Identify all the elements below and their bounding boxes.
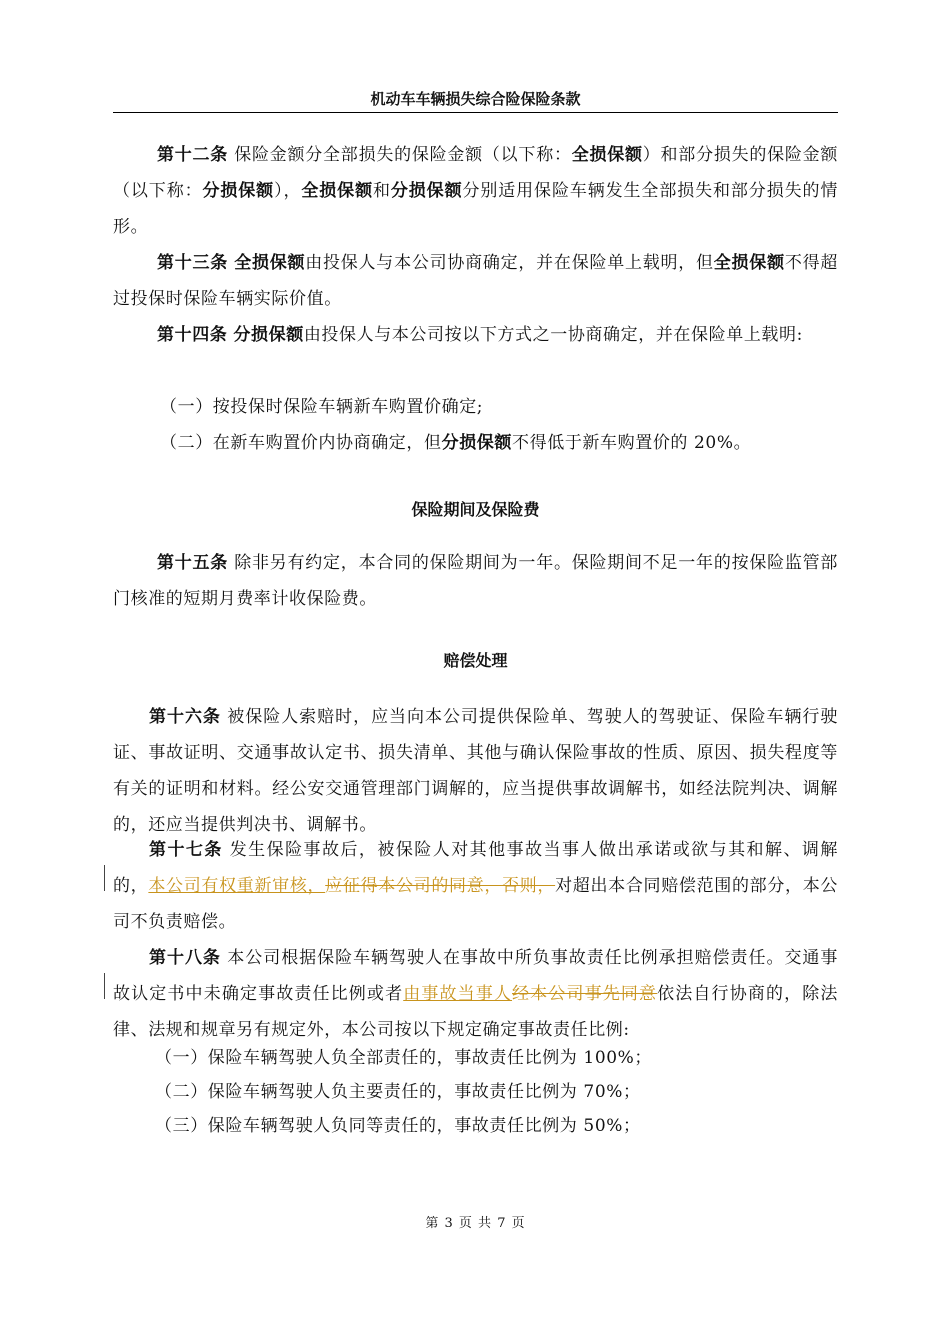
article-15-label: 第十五条 <box>157 553 229 573</box>
article-16-label: 第十六条 <box>149 707 221 727</box>
article-14-item-1: （一）按投保时保险车辆新车购置价确定; <box>160 397 484 417</box>
article-18-item-3: （三）保险车辆驾驶人负同等责任的，事故责任比例为 50%； <box>155 1116 641 1136</box>
inserted-text: 由事故当事人 <box>403 984 513 1004</box>
article-16: 第十六条 被保险人索赔时，应当向本公司提供保险单、驾驶人的驾驶证、保险车辆行驶证、事故证明、交通事故认定书、损失清单、其他与确认保险事故的性质、原因、损失程度等有关的证明和材料。经公安交通管理部门调解的，应当提供事故调解书，如经法院判决、调解的，还应当提供判决书、调解书。 <box>113 707 839 835</box>
article-18-item-1: （一）保险车辆驾驶人负全部责任的，事故责任比例为 100%； <box>155 1048 653 1068</box>
deleted-text: 经本公司事先同意 <box>512 984 658 1004</box>
article-14-label: 第十四条 <box>157 325 228 345</box>
article-12: 第十二条 保险金额分全部损失的保险金额（以下称：全损保额）和部分损失的保险金额（以下称：分损保额），全损保额和分损保额分别适用保险车辆发生全部损失和部分损失的情形。 <box>113 145 839 237</box>
article-12-label: 第十二条 <box>157 145 229 165</box>
article-13-label: 第十三条 <box>157 253 229 273</box>
revision-change-bar <box>104 865 105 891</box>
article-14: 第十四条 分损保额由投保人与本公司按以下方式之一协商确定，并在保险单上载明: <box>157 325 803 345</box>
article-15: 第十五条 除非另有约定，本合同的保险期间为一年。保险期间不足一年的按保险监管部门核准的短期月费率计收保险费。 <box>113 553 839 609</box>
section-heading-period: 保险期间及保险费 <box>411 500 540 519</box>
article-18: 第十八条 本公司根据保险车辆驾驶人在事故中所负事故责任比例承担赔偿责任。交通事故认定书中未确定事故责任比例或者由事故当事人经本公司事先同意依法自行协商的，除法律、法规和规章另有规定外，本公司按以下规定确定事故责任比例: <box>113 948 839 1040</box>
page-header-title: 机动车车辆损失综合险保险条款 <box>370 90 581 108</box>
article-18-label: 第十八条 <box>149 948 221 968</box>
section-heading-claims: 赔偿处理 <box>443 651 508 670</box>
article-17-label: 第十七条 <box>149 840 223 860</box>
article-17: 第十七条 发生保险事故后，被保险人对其他事故当事人做出承诺或欲与其和解、调解的，本公司有权重新审核，应征得本公司的同意，否则，对超出本合同赔偿范围的部分，本公司不负责赔偿。 <box>113 840 838 932</box>
header-rule <box>113 112 838 113</box>
page-number-footer: 第 3 页 共 7 页 <box>425 1216 526 1231</box>
article-18-item-2: （二）保险车辆驾驶人负主要责任的，事故责任比例为 70%； <box>155 1082 641 1102</box>
article-13: 第十三条 全损保额由投保人与本公司协商确定，并在保险单上载明，但全损保额不得超过投保时保险车辆实际价值。 <box>113 253 838 309</box>
revision-change-bar <box>104 973 105 999</box>
article-14-item-2: （二）在新车购置价内协商确定，但分损保额不得低于新车购置价的 20%。 <box>160 433 752 453</box>
deleted-text: 应征得本公司的同意，否则， <box>325 876 556 896</box>
inserted-text: 本公司有权重新审核， <box>148 876 326 896</box>
